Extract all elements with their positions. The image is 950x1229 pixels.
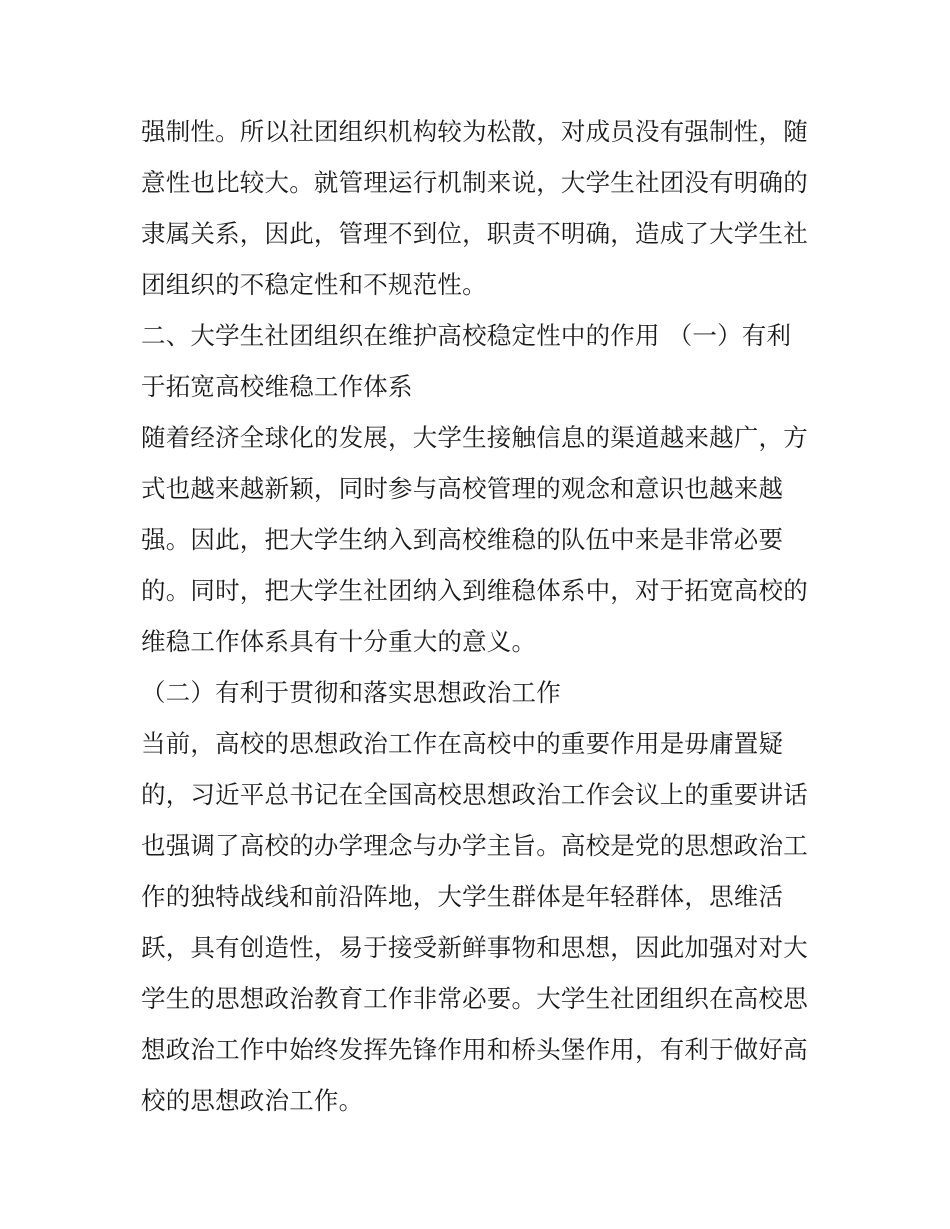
section-heading-line: 二、大学生社团组织在维护高校稳定性中的作用 （一）有利 [141,321,792,350]
text-line: 式也越来越新颖，同时参与高校管理的观念和意识也越来越 [141,474,784,503]
text-line: 也强调了高校的办学理念与办学主旨。高校是党的思想政治工 [141,831,808,860]
text-line: 强。因此，把大学生纳入到高校维稳的队伍中来是非常必要 [141,525,784,554]
document-body [141,106,821,1126]
text-line: 学生的思想政治教育工作非常必要。大学生社团组织在高校思 [141,984,808,1013]
text-line: 跃，具有创造性，易于接受新鲜事物和思想，因此加强对对大 [141,933,808,962]
text-line: 的。同时，把大学生社团纳入到维稳体系中，对于拓宽高校的 [141,576,808,605]
text-line: 隶属关系，因此，管理不到位，职责不明确，造成了大学生社 [141,219,808,248]
subsection-heading: （二）有利于贯彻和落实思想政治工作 [141,678,561,707]
text-line: 随着经济全球化的发展，大学生接触信息的渠道越来越广，方 [141,423,808,452]
text-line: 校的思想政治工作。 [141,1086,364,1115]
text-line: 维稳工作体系具有十分重大的意义。 [141,627,537,656]
text-line: 强制性。所以社团组织机构较为松散，对成员没有强制性，随 [141,117,808,146]
text-line: 的，习近平总书记在全国高校思想政治工作会议上的重要讲话 [141,780,808,809]
section-heading-line: 于拓宽高校维稳工作体系 [141,372,413,401]
text-line: 作的独特战线和前沿阵地，大学生群体是年轻群体，思维活 [141,882,784,911]
text-line: 意性也比较大。就管理运行机制来说，大学生社团没有明确的 [141,168,808,197]
text-line: 当前，高校的思想政治工作在高校中的重要作用是毋庸置疑 [141,729,784,758]
text-line: 团组织的不稳定性和不规范性。 [141,270,487,299]
text-line: 想政治工作中始终发挥先锋作用和桥头堡作用，有利于做好高 [141,1035,808,1064]
